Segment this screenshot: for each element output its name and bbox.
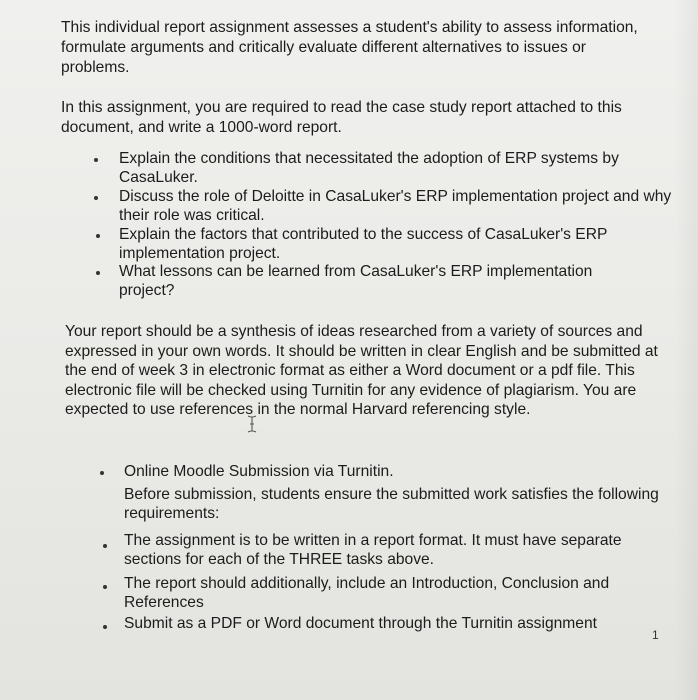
bullet-icon — [94, 158, 98, 162]
task-text: Explain the factors that contributed to the success of CasaLuker's ERP implementation project. — [119, 226, 608, 262]
list-item — [124, 532, 669, 575]
list-item — [119, 226, 674, 263]
requirement-text: The assignment is to be written in a report format. It must have separate sections for each of the THREE tasks above. — [124, 532, 622, 568]
list-item — [124, 463, 669, 484]
bullet-icon — [103, 625, 107, 629]
intro-paragraph-1: This individual report assignment assesses a student's ability to assess information, formulate arguments and critically evaluate different alternatives to issues or problems. — [61, 19, 638, 76]
list-item — [119, 263, 674, 301]
task-text: Discuss the role of Deloitte in CasaLuker's ERP implementation project and why their role was critical. — [119, 188, 672, 224]
bullet-icon — [96, 234, 100, 238]
report-requirements-paragraph: Your report should be a synthesis of ideas researched from a variety of sources and expressed in your own words. It should be written in clear English and be submitted at the end of week 3 in electronic format as either a Word document or a pdf file. This electronic file will be checked using Turnitin for any evidence of plagiarism. You are expected to use references in the normal Harvard referencing style. — [65, 323, 658, 418]
list-item — [119, 188, 674, 226]
list-item — [124, 575, 669, 615]
submission-method: Online Moodle Submission via Turnitin. — [124, 463, 394, 480]
bullet-icon — [100, 471, 104, 475]
task-list — [119, 150, 674, 301]
requirement-text: The report should additionally, include an Introduction, Conclusion and References — [124, 575, 610, 611]
bullet-icon — [94, 196, 98, 200]
bullet-icon — [96, 271, 100, 275]
text-cursor-icon — [247, 415, 257, 433]
bullet-icon — [103, 585, 107, 589]
task-text: Explain the conditions that necessitated the adoption of ERP systems by CasaLuker. — [119, 150, 619, 186]
submission-list — [124, 463, 669, 635]
requirement-text: Submit as a PDF or Word document through the Turnitin assignment — [124, 615, 597, 632]
list-item — [119, 150, 674, 188]
bullet-icon — [103, 544, 107, 548]
submission-note — [124, 486, 669, 532]
page-number: 1 — [652, 628, 659, 642]
task-text: What lessons can be learned from CasaLuker's ERP implementation project? — [119, 263, 593, 299]
intro-paragraph-2: In this assignment, you are required to read the case study report attached to this document, and write a 1000-word report. — [61, 99, 622, 136]
submission-note-text: Before submission, students ensure the submitted work satisfies the following requirements: — [124, 486, 659, 522]
list-item — [124, 615, 669, 635]
